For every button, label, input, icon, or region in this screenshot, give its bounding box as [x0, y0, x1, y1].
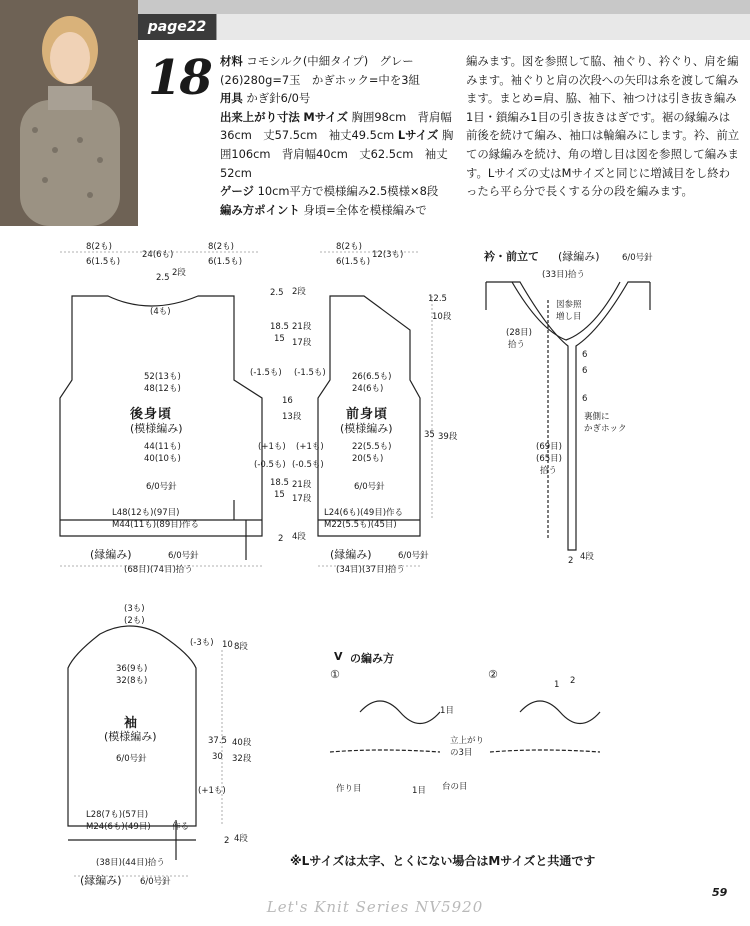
- front-length: 35: [424, 430, 435, 440]
- sleeve-cap-dec: (-3も): [190, 638, 214, 648]
- stitch-arrow-2: 2: [570, 676, 576, 686]
- back-edge-needle: 6/0号針: [168, 551, 199, 561]
- back-neck-rows: 2.5: [156, 273, 170, 283]
- front-needle: 6/0号針: [354, 482, 385, 492]
- stitch-make: 作り目: [336, 784, 362, 794]
- back-top-right-2: 6(1.5も): [208, 257, 243, 267]
- sleeve-top-1: (3も): [124, 604, 145, 614]
- mid-v2: 18.5: [270, 322, 289, 332]
- mid-inc-right: (+1も): [296, 442, 324, 452]
- stitch-step-2: ②: [488, 668, 498, 681]
- stitch-rise: 立上がり: [450, 736, 485, 746]
- front-edge: (縁編み): [330, 548, 372, 561]
- collar-neck-pick-2: 拾う: [508, 340, 526, 350]
- mid-v3: 16: [282, 396, 293, 406]
- stitch-row-1b: 1目: [412, 786, 426, 796]
- sleeve-cap-rows: 10: [222, 640, 233, 650]
- front-subtitle: (模様編み): [340, 422, 393, 435]
- front-pickup: (34目)(37目)拾う: [336, 565, 405, 575]
- sleeve-cap-rows-b: 8段: [234, 642, 248, 652]
- mid-v2b: 15: [274, 334, 285, 344]
- stitch-arrow-1: 1: [554, 680, 560, 690]
- front-chest-2: 24(6も): [352, 384, 384, 394]
- front-m-count: M22(5.5も)(45目): [324, 520, 397, 530]
- back-waist-1: 44(11も): [144, 442, 181, 452]
- front-length-b: 39段: [438, 432, 458, 442]
- mid-v2c: 21段: [292, 322, 312, 332]
- sleeve-make: 作る: [172, 822, 190, 832]
- sleeve-l-count: L28(7も)(57目): [86, 810, 149, 820]
- points-text: 身頃=全体を模様編みで: [303, 202, 427, 217]
- mid-v5: 2: [278, 534, 284, 544]
- collar-title: 衿・前立て: [484, 250, 539, 263]
- stitch-title: の編み方: [350, 652, 394, 665]
- sleeve-len-4: 32段: [232, 754, 252, 764]
- back-needle: 6/0号針: [146, 482, 177, 492]
- sleeve-len-2: 30: [212, 752, 223, 762]
- front-edge-needle: 6/0号針: [398, 551, 429, 561]
- stitch-symbol-icon: V: [334, 650, 343, 663]
- collar-pick-top: (33目)拾う: [542, 270, 585, 280]
- footer-series: Let's Knit Series NV5920: [266, 898, 484, 916]
- materials-text: コモシルク(中細タイプ) グレー(26)280g=7玉 かぎホック=中を3組: [220, 54, 420, 87]
- sleeve-title: 袖: [124, 716, 139, 731]
- sleeve-pickup: (38目)(44目)拾う: [96, 858, 165, 868]
- size-m-label: Mサイズ: [303, 109, 348, 124]
- front-l-count: L24(6も)(49目)作る: [324, 508, 404, 518]
- instructions-text: 編みます。図を参照して脇、袖ぐり、衿ぐり、肩を編みます。袖ぐりと肩の次段への矢印は糸を渡して編みます。まとめ=肩、脇、袖下、袖つけは引き抜き編み1目・鎖編み1目の引き抜きはぎです。裾の縁編みは前後を続けて編み、袖口は輪編みにします。衿、前立ての縁編みを続け、角の増し目は図を参照して編みます。Lサイズの丈はMサイズと同じに増減目をし終わったら平ら分で長くする分の段を編みます。: [466, 54, 740, 199]
- sleeve-bottom-b: 4段: [234, 834, 248, 844]
- mid-v1b: 2段: [292, 287, 306, 297]
- size-l-text: 胸囲106cm 背肩幅40cm 丈62.5cm 袖丈52cm: [220, 128, 454, 180]
- collar-num-1: 6: [582, 350, 588, 360]
- points-label: 編み方ポイント: [220, 202, 300, 217]
- mid-v2d: 17段: [292, 338, 312, 348]
- back-chest-2: 48(12も): [144, 384, 181, 394]
- back-m-count: M44(11も)(89目)作る: [112, 520, 200, 530]
- collar-hook-label-2: かぎホック: [584, 424, 627, 434]
- materials-label: 材料: [220, 54, 243, 68]
- back-waist-2: 40(10も): [144, 454, 181, 464]
- collar-ref: 図参照: [556, 300, 582, 310]
- pattern-number: 18: [148, 50, 211, 106]
- back-edge: (縁編み): [90, 548, 132, 561]
- mid-dec-right: (-0.5も): [292, 460, 324, 470]
- collar-bottom-b: 4段: [580, 552, 594, 562]
- stitch-rise-2: の3目: [450, 748, 473, 758]
- collar-band-pick-3: 拾う: [540, 466, 558, 476]
- sleeve-m-count: M24(6も)(49目): [86, 822, 151, 832]
- back-chest-1: 52(13も): [144, 372, 181, 382]
- sleeve-edge-needle: 6/0号針: [140, 877, 171, 887]
- back-neck-rows-unit: 2段: [172, 268, 186, 278]
- size-l-label: Lサイズ: [397, 128, 439, 143]
- mid-v4c: 21段: [292, 480, 312, 490]
- gauge-text: 10cm平方で模様編み2.5模様×8段: [257, 184, 439, 199]
- front-v-right: 12.5: [428, 294, 447, 304]
- collar-hook-label: 裏側に: [584, 412, 610, 422]
- collar-num-2: 6: [582, 366, 588, 376]
- front-top-left-2: 6(1.5も): [336, 257, 371, 267]
- mid-armhole-left: (-1.5も): [250, 368, 282, 378]
- page-number: 59: [712, 886, 728, 899]
- collar-title-sub: (縁編み): [558, 250, 600, 263]
- size-label: 出来上がり寸法: [220, 109, 300, 124]
- back-top-left-2: 6(1.5も): [86, 257, 121, 267]
- size-note: ※Lサイズは太字、とくにない場合はMサイズと共通です: [290, 854, 596, 868]
- back-top-right: 8(2も): [208, 242, 234, 252]
- front-chest-1: 26(6.5も): [352, 372, 392, 382]
- mid-v4: 18.5: [270, 478, 289, 488]
- mid-v4d: 17段: [292, 494, 312, 504]
- collar-band-pick: (69目): [536, 442, 562, 452]
- back-top-mid: 24(6も): [142, 250, 174, 260]
- collar-num-3: 6: [582, 394, 588, 404]
- collar-band-pick-2: (65目): [536, 454, 562, 464]
- front-waist-1: 22(5.5も): [352, 442, 392, 452]
- sleeve-top-2: (2も): [124, 616, 145, 626]
- mid-v4b: 15: [274, 490, 285, 500]
- mid-inc-left: (+1も): [258, 442, 286, 452]
- front-top-right: 12(3も): [372, 250, 404, 260]
- mid-v5b: 4段: [292, 532, 306, 542]
- mid-armhole-right: (-1.5も): [294, 368, 326, 378]
- tools-label: 用具: [220, 91, 243, 106]
- collar-bottom: 2: [568, 556, 574, 566]
- sleeve-inc: (+1も): [198, 786, 226, 796]
- mid-v1: 2.5: [270, 288, 284, 298]
- front-title: 前身頃: [346, 407, 389, 422]
- stitch-base: 台の目: [442, 782, 468, 792]
- sleeve-subtitle: (模様編み): [104, 730, 157, 743]
- back-l-count: L48(12も)(97目): [112, 508, 180, 518]
- gauge-label: ゲージ: [220, 184, 254, 199]
- size-m-text: 胸囲98cm 背肩幅36cm 丈57.5cm 袖丈49.5cm: [220, 109, 452, 143]
- collar-neck-pick: (28目): [506, 328, 532, 338]
- collar-needle: 6/0号針: [622, 253, 653, 263]
- front-v-right-b: 10段: [432, 312, 452, 322]
- back-pickup: (68目)(74目)拾う: [124, 565, 193, 575]
- back-neck-width: (4も): [150, 307, 171, 317]
- sleeve-width-2: 32(8も): [116, 676, 148, 686]
- sleeve-len-1: 37.5: [208, 736, 227, 746]
- page-label: page22: [138, 14, 216, 40]
- mid-v3b: 13段: [282, 412, 302, 422]
- collar-ref-2: 増し目: [556, 312, 582, 322]
- sleeve-edge: (縁編み): [80, 874, 122, 887]
- sleeve-needle: 6/0号針: [116, 754, 147, 764]
- front-top-left: 8(2も): [336, 242, 362, 252]
- sleeve-width-1: 36(9も): [116, 664, 148, 674]
- front-waist-2: 20(5も): [352, 454, 384, 464]
- sleeve-bottom: 2: [224, 836, 230, 846]
- tools-text: かぎ針6/0号: [246, 91, 311, 106]
- sleeve-len-3: 40段: [232, 738, 252, 748]
- stitch-step-1: ①: [330, 668, 340, 681]
- mid-dec-left: (-0.5も): [254, 460, 286, 470]
- back-title: 後身頃: [130, 407, 173, 422]
- back-top-left: 8(2も): [86, 242, 112, 252]
- back-subtitle: (模様編み): [130, 422, 183, 435]
- stitch-row-1: 1目: [440, 706, 454, 716]
